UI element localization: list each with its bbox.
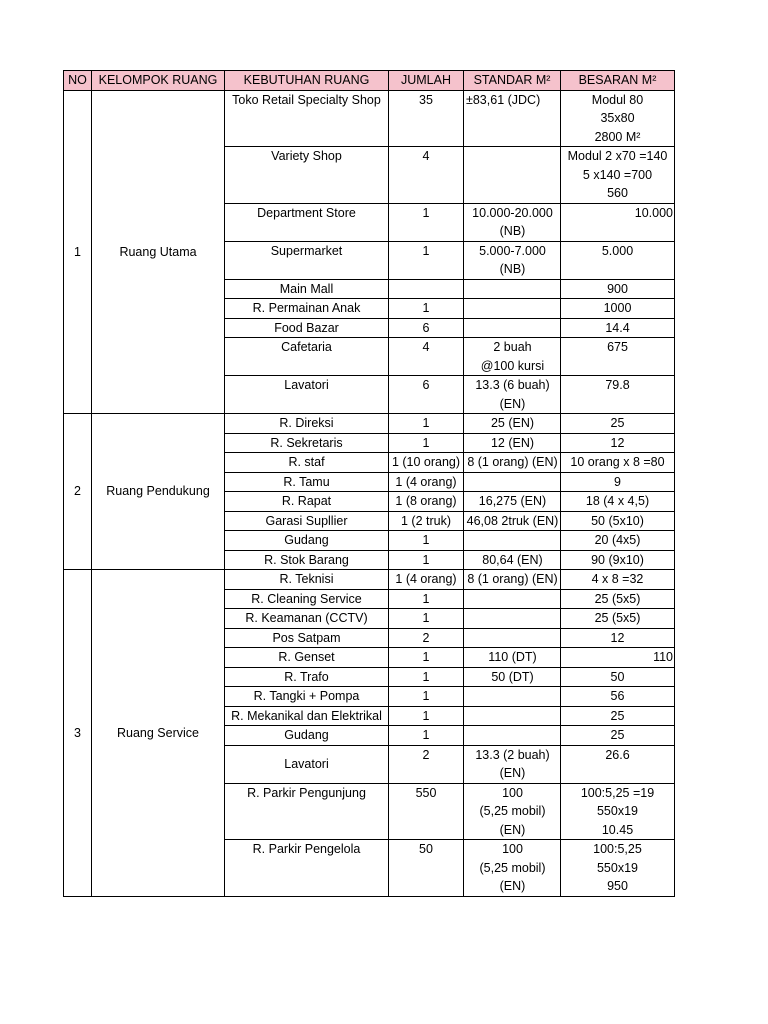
standard-cell: ±83,61 (JDC)	[464, 90, 561, 147]
group-number: 1	[64, 90, 92, 414]
room-need-cell: R. Mekanikal dan Elektrikal	[225, 706, 389, 726]
room-need-cell: R. Direksi	[225, 414, 389, 434]
room-need-cell: R. Rapat	[225, 492, 389, 512]
table-row	[64, 414, 675, 434]
table-body	[64, 90, 675, 896]
room-need-cell: Variety Shop	[225, 147, 389, 204]
standard-cell	[464, 279, 561, 299]
room-need-cell: Gudang	[225, 531, 389, 551]
room-need-cell: R. Keamanan (CCTV)	[225, 609, 389, 629]
size-cell: 9	[561, 472, 675, 492]
size-cell: 18 (4 x 4,5)	[561, 492, 675, 512]
room-need-cell: R. Genset	[225, 648, 389, 668]
room-need-cell: Garasi Supllier	[225, 511, 389, 531]
room-need-cell: Cafetaria	[225, 338, 389, 376]
room-need-cell: R. Cleaning Service	[225, 589, 389, 609]
quantity-cell: 2	[389, 745, 464, 783]
quantity-cell: 4	[389, 147, 464, 204]
group-number: 3	[64, 570, 92, 897]
standard-cell	[464, 147, 561, 204]
size-cell: 100:5,25 =19 550x19 10.45	[561, 783, 675, 840]
standard-cell	[464, 687, 561, 707]
quantity-cell: 6	[389, 376, 464, 414]
standard-cell	[464, 299, 561, 319]
quantity-cell: 1 (4 orang)	[389, 570, 464, 590]
quantity-cell: 1	[389, 687, 464, 707]
room-need-cell: Toko Retail Specialty Shop	[225, 90, 389, 147]
room-need-cell: Food Bazar	[225, 318, 389, 338]
standard-cell: 25 (EN)	[464, 414, 561, 434]
standard-cell	[464, 628, 561, 648]
standard-cell: 13.3 (6 buah) (EN)	[464, 376, 561, 414]
room-need-cell: Pos Satpam	[225, 628, 389, 648]
room-need-cell: R. Trafo	[225, 667, 389, 687]
room-need-cell: Main Mall	[225, 279, 389, 299]
size-cell: 25	[561, 414, 675, 434]
size-cell: 12	[561, 433, 675, 453]
size-cell: 5.000	[561, 241, 675, 279]
header-no: NO	[64, 71, 92, 91]
room-need-cell: R. staf	[225, 453, 389, 473]
quantity-cell: 6	[389, 318, 464, 338]
quantity-cell	[389, 279, 464, 299]
size-cell: 20 (4x5)	[561, 531, 675, 551]
quantity-cell: 1 (2 truk)	[389, 511, 464, 531]
size-cell: 1000	[561, 299, 675, 319]
standard-cell: 100 (5,25 mobil) (EN)	[464, 783, 561, 840]
size-cell: 675	[561, 338, 675, 376]
standard-cell	[464, 706, 561, 726]
room-need-cell: R. Permainan Anak	[225, 299, 389, 319]
quantity-cell: 1 (4 orang)	[389, 472, 464, 492]
quantity-cell: 1	[389, 531, 464, 551]
standard-cell: 110 (DT)	[464, 648, 561, 668]
size-cell: 10 orang x 8 =80	[561, 453, 675, 473]
room-need-cell: Lavatori	[225, 745, 389, 783]
standard-cell: 100 (5,25 mobil) (EN)	[464, 840, 561, 897]
quantity-cell: 1	[389, 726, 464, 746]
standard-cell: 2 buah @100 kursi	[464, 338, 561, 376]
space-requirements-table	[63, 70, 675, 897]
room-need-cell: Department Store	[225, 203, 389, 241]
standard-cell: 8 (1 orang) (EN)	[464, 453, 561, 473]
quantity-cell: 1	[389, 589, 464, 609]
size-cell: 4 x 8 =32	[561, 570, 675, 590]
quantity-cell: 1	[389, 648, 464, 668]
room-need-cell: R. Parkir Pengunjung	[225, 783, 389, 840]
standard-cell: 5.000-7.000 (NB)	[464, 241, 561, 279]
quantity-cell: 1	[389, 203, 464, 241]
size-cell: Modul 2 x70 =140 5 x140 =700 560	[561, 147, 675, 204]
header-group: KELOMPOK RUANG	[92, 71, 225, 91]
standard-cell: 8 (1 orang) (EN)	[464, 570, 561, 590]
quantity-cell: 1	[389, 550, 464, 570]
standard-cell: 80,64 (EN)	[464, 550, 561, 570]
size-cell: Modul 80 35x80 2800 M²	[561, 90, 675, 147]
room-need-cell: Supermarket	[225, 241, 389, 279]
standard-cell	[464, 609, 561, 629]
room-need-cell: Gudang	[225, 726, 389, 746]
quantity-cell: 1	[389, 609, 464, 629]
room-need-cell: R. Stok Barang	[225, 550, 389, 570]
size-cell: 26.6	[561, 745, 675, 783]
size-cell: 14.4	[561, 318, 675, 338]
quantity-cell: 1	[389, 241, 464, 279]
quantity-cell: 35	[389, 90, 464, 147]
quantity-cell: 1 (8 orang)	[389, 492, 464, 512]
quantity-cell: 1 (10 orang)	[389, 453, 464, 473]
standard-cell: 12 (EN)	[464, 433, 561, 453]
size-cell: 900	[561, 279, 675, 299]
standard-cell	[464, 726, 561, 746]
room-need-cell: Lavatori	[225, 376, 389, 414]
standard-cell	[464, 472, 561, 492]
quantity-cell: 4	[389, 338, 464, 376]
quantity-cell: 1	[389, 433, 464, 453]
size-cell: 12	[561, 628, 675, 648]
header-standard: STANDAR M²	[464, 71, 561, 91]
size-cell: 25	[561, 726, 675, 746]
standard-cell: 46,08 2truk (EN)	[464, 511, 561, 531]
quantity-cell: 1	[389, 299, 464, 319]
quantity-cell: 50	[389, 840, 464, 897]
size-cell: 110	[561, 648, 675, 668]
room-need-cell: R. Tangki + Pompa	[225, 687, 389, 707]
size-cell: 25 (5x5)	[561, 609, 675, 629]
size-cell: 100:5,25 550x19 950	[561, 840, 675, 897]
quantity-cell: 2	[389, 628, 464, 648]
standard-cell	[464, 531, 561, 551]
size-cell: 50 (5x10)	[561, 511, 675, 531]
standard-cell: 10.000-20.000 (NB)	[464, 203, 561, 241]
size-cell: 25 (5x5)	[561, 589, 675, 609]
group-number: 2	[64, 414, 92, 570]
quantity-cell: 1	[389, 414, 464, 434]
standard-cell	[464, 589, 561, 609]
size-cell: 25	[561, 706, 675, 726]
standard-cell: 50 (DT)	[464, 667, 561, 687]
size-cell: 50	[561, 667, 675, 687]
table-header-row	[64, 71, 675, 91]
standard-cell: 16,275 (EN)	[464, 492, 561, 512]
room-need-cell: R. Tamu	[225, 472, 389, 492]
table-row	[64, 90, 675, 147]
header-size: BESARAN M²	[561, 71, 675, 91]
group-name: Ruang Service	[92, 570, 225, 897]
size-cell: 56	[561, 687, 675, 707]
table-row	[64, 570, 675, 590]
size-cell: 90 (9x10)	[561, 550, 675, 570]
header-need: KEBUTUHAN RUANG	[225, 71, 389, 91]
standard-cell: 13.3 (2 buah) (EN)	[464, 745, 561, 783]
quantity-cell: 550	[389, 783, 464, 840]
quantity-cell: 1	[389, 706, 464, 726]
room-need-cell: R. Sekretaris	[225, 433, 389, 453]
size-cell: 79.8	[561, 376, 675, 414]
group-name: Ruang Pendukung	[92, 414, 225, 570]
size-cell: 10.000	[561, 203, 675, 241]
group-name: Ruang Utama	[92, 90, 225, 414]
room-need-cell: R. Parkir Pengelola	[225, 840, 389, 897]
header-qty: JUMLAH	[389, 71, 464, 91]
quantity-cell: 1	[389, 667, 464, 687]
standard-cell	[464, 318, 561, 338]
room-need-cell: R. Teknisi	[225, 570, 389, 590]
